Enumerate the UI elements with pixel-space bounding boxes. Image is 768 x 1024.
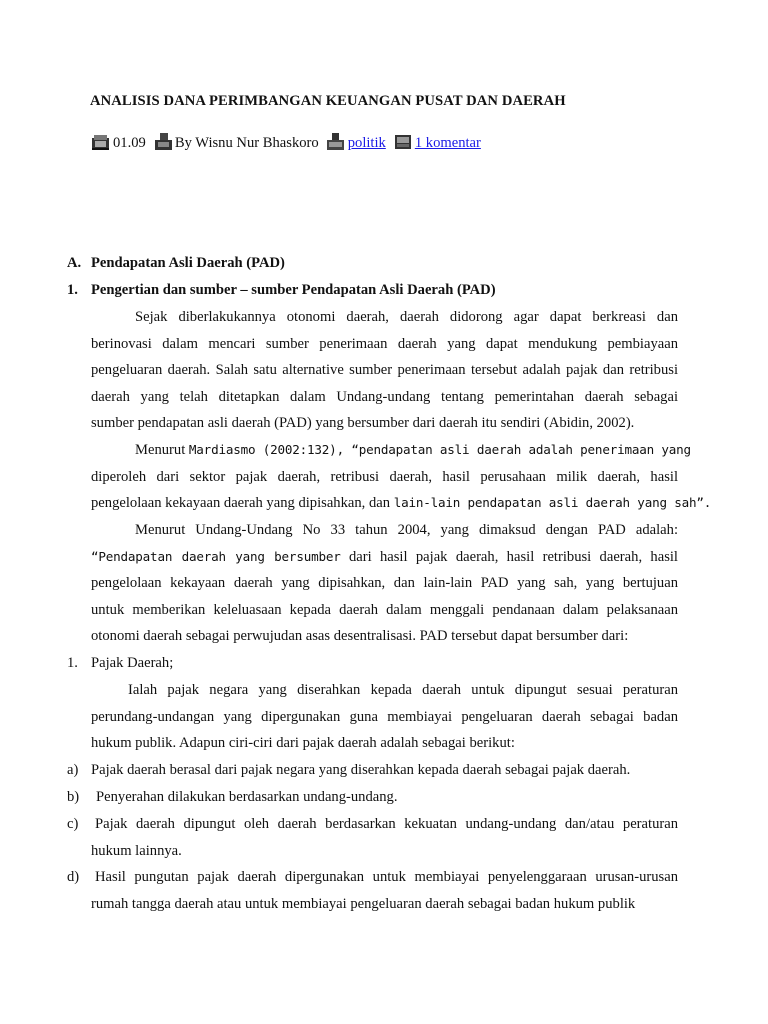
list-item: Pajak daerah berasal dari pajak negara yang diserahkan kepada daerah sebagai pajak daerah.: [91, 762, 631, 778]
heading-1-title: Pengertian dan sumber – sumber Pendapatan Asli Daerah (PAD): [91, 282, 496, 298]
paragraph-line: pengeluaran daerah. Salah satu alternative sumber penerimaan tersebut adalah pajak dan retribusi: [91, 362, 678, 378]
category-link[interactable]: politik: [347, 135, 386, 151]
paragraph-line: daerah yang telah ditetapkan dalam Undang-undang tentang pemerintahan daerah sebagai: [91, 389, 678, 405]
paragraph-line: Menurut Undang-Undang No 33 tahun 2004, yang dimaksud dengan PAD adalah:: [135, 522, 678, 538]
paragraph-line: [91, 494, 711, 512]
paragraph-line: Sejak diberlakukannya otonomi daerah, daerah didorong agar dapat berkreasi dan: [135, 309, 678, 325]
folder-icon: [325, 132, 347, 152]
section-a-label: A.: [67, 255, 82, 271]
list-item: Hasil pungutan pajak daerah dipergunakan untuk membiayai penyelenggaraan urusan-urusan: [95, 869, 678, 885]
paragraph-line: untuk memberikan keleluasaan kepada daerah dalam menggali pendanaan dalam pelaksanaan: [91, 602, 678, 618]
list-item-title: Pajak Daerah;: [91, 655, 174, 671]
paragraph-line: hukum publik. Adapun ciri-ciri dari pajak daerah adalah sebagai berikut:: [91, 735, 515, 751]
page-title: ANALISIS DANA PERIMBANGAN KEUANGAN PUSAT DAN DAERAH: [90, 93, 566, 109]
paragraph-quote: Mardiasmo (2002:132), “pendapatan asli daerah adalah penerimaan yang: [188, 442, 691, 457]
list-item: Penyerahan dilakukan berdasarkan undang-undang.: [96, 789, 398, 805]
post-meta: [90, 132, 481, 152]
paragraph-line: pengelolaan kekayaan daerah yang dipisahkan, dan lain-lain PAD yang sah, yang bertujuan: [91, 575, 678, 591]
paragraph-line: otonomi daerah sebagai perwujudan asas desentralisasi. PAD tersebut dapat bersumber dari:: [91, 628, 629, 644]
paragraph-quote: “Pendapatan daerah yang bersumber: [91, 549, 341, 564]
list-item: Pajak daerah dipungut oleh daerah berdasarkan kekuatan undang-undang dan/atau peraturan: [95, 816, 678, 832]
paragraph-line: perundang-undangan yang dipergunakan guna membiayai pengeluaran daerah sebagai badan: [91, 709, 678, 725]
list-label: a): [67, 762, 79, 778]
list-label: b): [67, 789, 80, 805]
user-icon: [152, 132, 174, 152]
list-label: d): [67, 869, 80, 885]
post-author: By Wisnu Nur Bhaskoro: [174, 135, 319, 151]
paragraph-text: Menurut: [135, 442, 189, 458]
paragraph-text: pengelolaan kekayaan daerah yang dipisahkan, dan: [91, 495, 394, 511]
list-label: c): [67, 816, 79, 832]
paragraph-line: diperoleh dari sektor pajak daerah, retribusi daerah, hasil perusahaan milik daerah, hasil: [91, 469, 678, 485]
paragraph-quote: lain-lain pendapatan asli daerah yang sah”.: [393, 495, 712, 510]
comments-link[interactable]: 1 komentar: [414, 135, 481, 151]
list-number: 1.: [67, 655, 78, 671]
paragraph-line: Ialah pajak negara yang diserahkan kepada daerah untuk dipungut sesuai peraturan: [128, 682, 678, 698]
paragraph-text: dari hasil pajak daerah, hasil retribusi daerah, hasil: [340, 549, 678, 565]
paragraph-line: sumber pendapatan asli daerah (PAD) yang bersumber dari daerah itu sendiri (Abidin, 2002).: [91, 415, 635, 431]
paragraph-line: [135, 441, 691, 459]
calendar-icon: [90, 132, 112, 152]
paragraph-line: berinovasi dalam mencari sumber penerimaan daerah yang dapat mendukung pembiayaan: [91, 336, 678, 352]
heading-1-label: 1.: [67, 282, 78, 298]
list-item-continuation: hukum lainnya.: [91, 843, 182, 859]
section-a-heading: Pendapatan Asli Daerah (PAD): [91, 255, 285, 271]
list-item-continuation: rumah tangga daerah atau untuk membiayai pengeluaran daerah sebagai badan hukum publik: [91, 896, 636, 912]
paragraph-line: [91, 548, 678, 566]
comment-icon: [392, 132, 414, 152]
post-date: 01.09: [113, 135, 146, 151]
